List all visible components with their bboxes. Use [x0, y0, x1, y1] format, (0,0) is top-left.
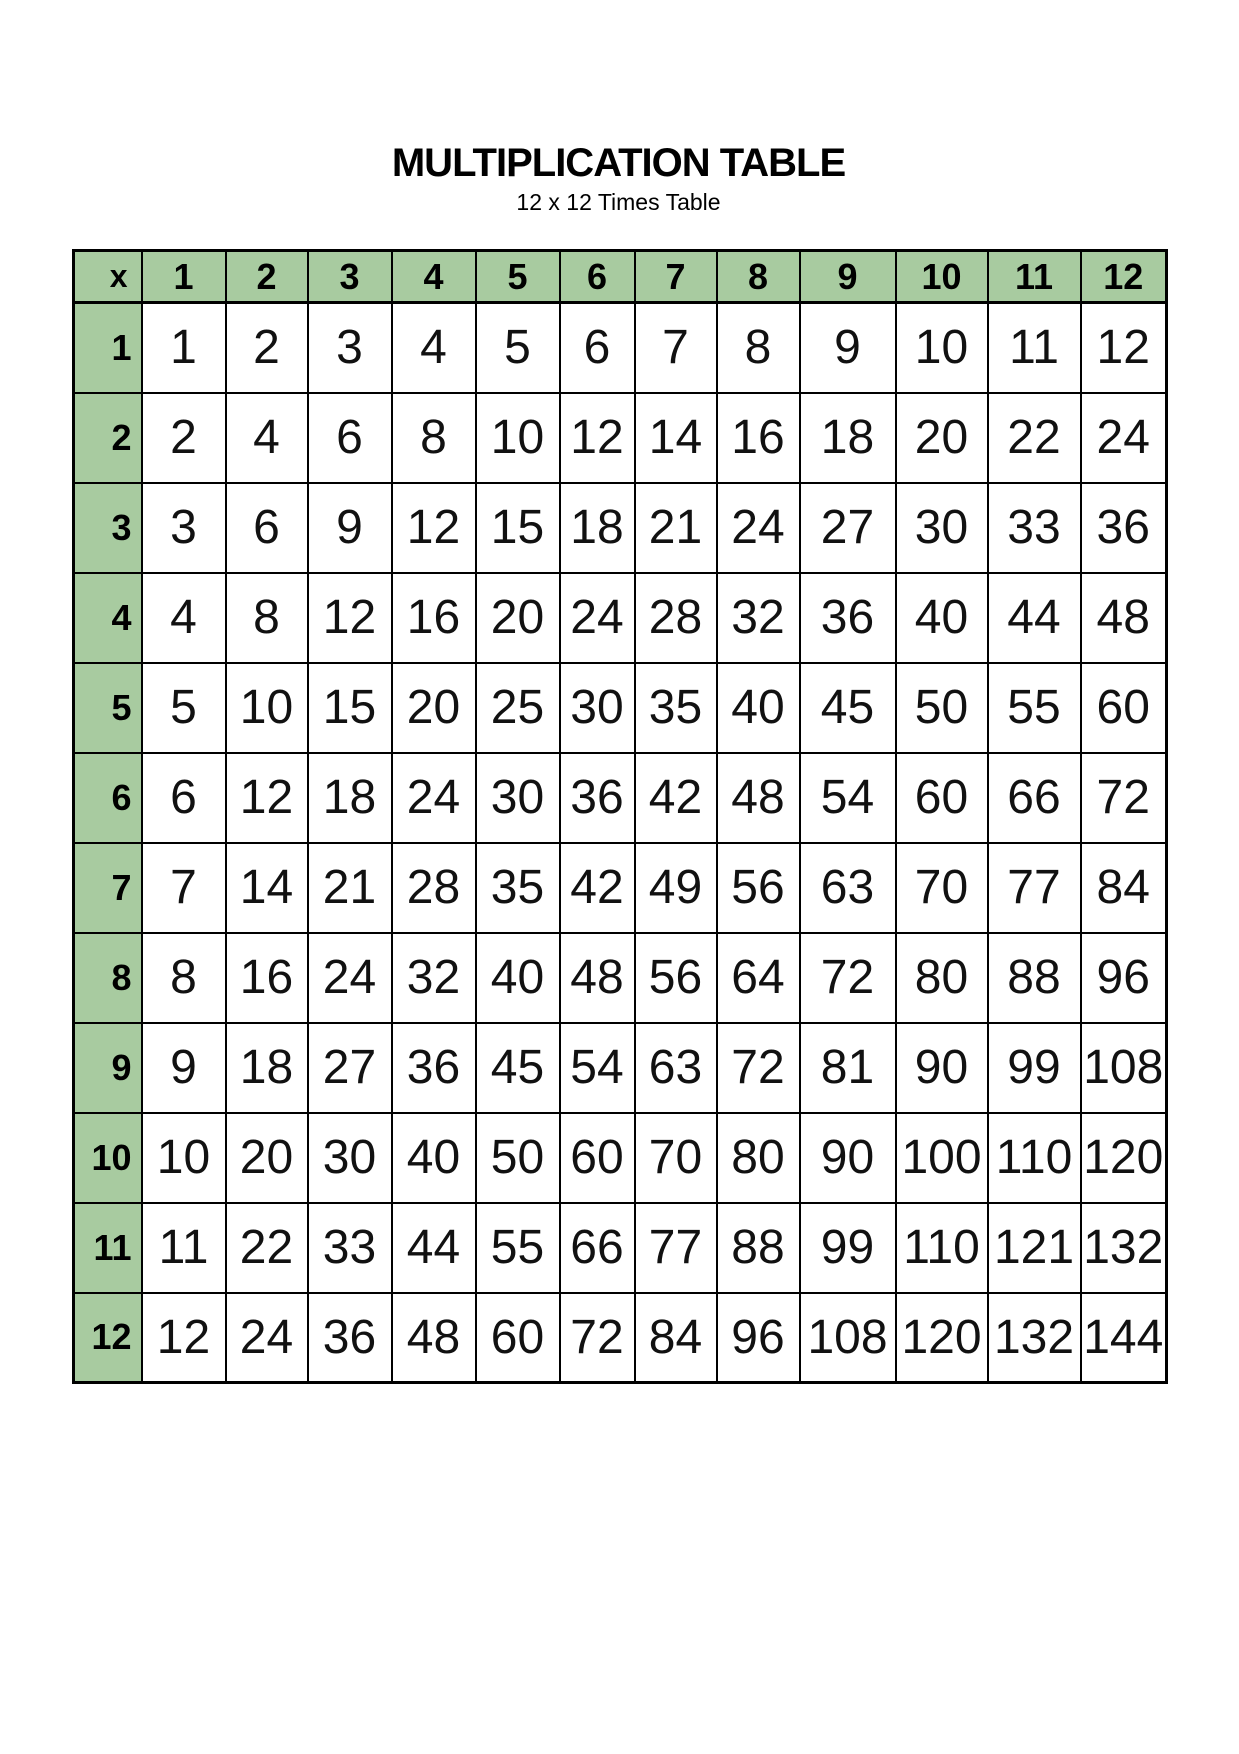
- product-cell: 9: [142, 1023, 226, 1113]
- product-cell: 10: [476, 393, 560, 483]
- product-cell: 44: [392, 1203, 476, 1293]
- product-cell: 6: [142, 753, 226, 843]
- product-cell: 90: [896, 1023, 988, 1113]
- product-cell: 45: [476, 1023, 560, 1113]
- product-cell: 120: [896, 1293, 988, 1383]
- product-cell: 50: [476, 1113, 560, 1203]
- product-cell: 35: [635, 663, 717, 753]
- product-cell: 88: [717, 1203, 800, 1293]
- product-cell: 96: [717, 1293, 800, 1383]
- product-cell: 77: [635, 1203, 717, 1293]
- product-cell: 6: [560, 303, 635, 393]
- row-label: 12: [74, 1293, 142, 1383]
- table-row: [74, 573, 1167, 663]
- product-cell: 22: [988, 393, 1081, 483]
- product-cell: 11: [142, 1203, 226, 1293]
- product-cell: 72: [717, 1023, 800, 1113]
- product-cell: 24: [392, 753, 476, 843]
- row-label: 7: [74, 843, 142, 933]
- table-row: [74, 393, 1167, 483]
- product-cell: 8: [392, 393, 476, 483]
- column-header: 8: [717, 251, 800, 303]
- table-row: [74, 753, 1167, 843]
- product-cell: 1: [142, 303, 226, 393]
- product-cell: 56: [717, 843, 800, 933]
- product-cell: 88: [988, 933, 1081, 1023]
- row-label: 4: [74, 573, 142, 663]
- column-header: 6: [560, 251, 635, 303]
- product-cell: 90: [800, 1113, 896, 1203]
- table-row: [74, 663, 1167, 753]
- product-cell: 63: [635, 1023, 717, 1113]
- product-cell: 132: [1081, 1203, 1167, 1293]
- multiplication-table: [72, 249, 1168, 1384]
- column-header: 3: [308, 251, 392, 303]
- table-row: [74, 1023, 1167, 1113]
- product-cell: 66: [560, 1203, 635, 1293]
- product-cell: 48: [717, 753, 800, 843]
- product-cell: 77: [988, 843, 1081, 933]
- product-cell: 35: [476, 843, 560, 933]
- column-header: 9: [800, 251, 896, 303]
- product-cell: 18: [226, 1023, 308, 1113]
- product-cell: 28: [392, 843, 476, 933]
- product-cell: 110: [988, 1113, 1081, 1203]
- product-cell: 33: [988, 483, 1081, 573]
- product-cell: 64: [717, 933, 800, 1023]
- product-cell: 32: [392, 933, 476, 1023]
- product-cell: 12: [226, 753, 308, 843]
- product-cell: 12: [142, 1293, 226, 1383]
- product-cell: 20: [226, 1113, 308, 1203]
- product-cell: 30: [308, 1113, 392, 1203]
- product-cell: 40: [717, 663, 800, 753]
- product-cell: 32: [717, 573, 800, 663]
- product-cell: 55: [988, 663, 1081, 753]
- product-cell: 121: [988, 1203, 1081, 1293]
- row-label: 2: [74, 393, 142, 483]
- table-row: [74, 1203, 1167, 1293]
- table-row: [74, 483, 1167, 573]
- product-cell: 9: [800, 303, 896, 393]
- product-cell: 81: [800, 1023, 896, 1113]
- product-cell: 6: [308, 393, 392, 483]
- product-cell: 3: [142, 483, 226, 573]
- product-cell: 24: [560, 573, 635, 663]
- product-cell: 20: [392, 663, 476, 753]
- product-cell: 33: [308, 1203, 392, 1293]
- column-header: 4: [392, 251, 476, 303]
- row-label: 10: [74, 1113, 142, 1203]
- product-cell: 40: [476, 933, 560, 1023]
- header-row: [74, 251, 1167, 303]
- product-cell: 36: [560, 753, 635, 843]
- product-cell: 30: [476, 753, 560, 843]
- table-row: [74, 933, 1167, 1023]
- product-cell: 16: [392, 573, 476, 663]
- table-row: [74, 1293, 1167, 1383]
- product-cell: 5: [142, 663, 226, 753]
- product-cell: 80: [896, 933, 988, 1023]
- table-row: [74, 303, 1167, 393]
- product-cell: 24: [308, 933, 392, 1023]
- product-cell: 108: [800, 1293, 896, 1383]
- product-cell: 8: [226, 573, 308, 663]
- product-cell: 18: [560, 483, 635, 573]
- product-cell: 72: [560, 1293, 635, 1383]
- product-cell: 30: [896, 483, 988, 573]
- product-cell: 60: [476, 1293, 560, 1383]
- product-cell: 15: [476, 483, 560, 573]
- product-cell: 36: [392, 1023, 476, 1113]
- product-cell: 60: [560, 1113, 635, 1203]
- product-cell: 7: [635, 303, 717, 393]
- product-cell: 20: [476, 573, 560, 663]
- page-subtitle: 12 x 12 Times Table: [516, 189, 721, 215]
- product-cell: 70: [896, 843, 988, 933]
- product-cell: 144: [1081, 1293, 1167, 1383]
- product-cell: 72: [800, 933, 896, 1023]
- product-cell: 27: [308, 1023, 392, 1113]
- product-cell: 45: [800, 663, 896, 753]
- product-cell: 54: [800, 753, 896, 843]
- product-cell: 42: [560, 843, 635, 933]
- row-label: 9: [74, 1023, 142, 1113]
- product-cell: 66: [988, 753, 1081, 843]
- product-cell: 14: [635, 393, 717, 483]
- product-cell: 55: [476, 1203, 560, 1293]
- product-cell: 16: [717, 393, 800, 483]
- page-title: MULTIPLICATION TABLE: [391, 141, 846, 185]
- product-cell: 108: [1081, 1023, 1167, 1113]
- product-cell: 40: [392, 1113, 476, 1203]
- product-cell: 24: [226, 1293, 308, 1383]
- column-header: 7: [635, 251, 717, 303]
- product-cell: 72: [1081, 753, 1167, 843]
- product-cell: 5: [476, 303, 560, 393]
- product-cell: 18: [800, 393, 896, 483]
- product-cell: 44: [988, 573, 1081, 663]
- column-header: 2: [226, 251, 308, 303]
- table-row: [74, 843, 1167, 933]
- product-cell: 80: [717, 1113, 800, 1203]
- product-cell: 60: [896, 753, 988, 843]
- column-header: 10: [896, 251, 988, 303]
- product-cell: 96: [1081, 933, 1167, 1023]
- product-cell: 99: [988, 1023, 1081, 1113]
- product-cell: 10: [226, 663, 308, 753]
- product-cell: 84: [635, 1293, 717, 1383]
- product-cell: 12: [560, 393, 635, 483]
- product-cell: 120: [1081, 1113, 1167, 1203]
- product-cell: 30: [560, 663, 635, 753]
- product-cell: 16: [226, 933, 308, 1023]
- product-cell: 3: [308, 303, 392, 393]
- product-cell: 15: [308, 663, 392, 753]
- product-cell: 70: [635, 1113, 717, 1203]
- product-cell: 99: [800, 1203, 896, 1293]
- product-cell: 22: [226, 1203, 308, 1293]
- product-cell: 8: [717, 303, 800, 393]
- product-cell: 9: [308, 483, 392, 573]
- product-cell: 20: [896, 393, 988, 483]
- column-header: 11: [988, 251, 1081, 303]
- product-cell: 36: [1081, 483, 1167, 573]
- product-cell: 48: [392, 1293, 476, 1383]
- row-label: 3: [74, 483, 142, 573]
- product-cell: 63: [800, 843, 896, 933]
- row-label: 5: [74, 663, 142, 753]
- product-cell: 36: [308, 1293, 392, 1383]
- product-cell: 12: [1081, 303, 1167, 393]
- product-cell: 2: [142, 393, 226, 483]
- product-cell: 10: [142, 1113, 226, 1203]
- corner-cell: x: [74, 251, 142, 303]
- heading-block: [72, 140, 1165, 216]
- product-cell: 36: [800, 573, 896, 663]
- product-cell: 4: [226, 393, 308, 483]
- column-header: 12: [1081, 251, 1167, 303]
- product-cell: 60: [1081, 663, 1167, 753]
- product-cell: 84: [1081, 843, 1167, 933]
- product-cell: 56: [635, 933, 717, 1023]
- product-cell: 4: [392, 303, 476, 393]
- product-cell: 12: [308, 573, 392, 663]
- product-cell: 21: [308, 843, 392, 933]
- product-cell: 42: [635, 753, 717, 843]
- product-cell: 6: [226, 483, 308, 573]
- product-cell: 8: [142, 933, 226, 1023]
- product-cell: 2: [226, 303, 308, 393]
- product-cell: 110: [896, 1203, 988, 1293]
- product-cell: 132: [988, 1293, 1081, 1383]
- row-label: 1: [74, 303, 142, 393]
- table-row: [74, 1113, 1167, 1203]
- product-cell: 24: [1081, 393, 1167, 483]
- column-header: 1: [142, 251, 226, 303]
- product-cell: 12: [392, 483, 476, 573]
- product-cell: 14: [226, 843, 308, 933]
- product-cell: 54: [560, 1023, 635, 1113]
- product-cell: 49: [635, 843, 717, 933]
- product-cell: 7: [142, 843, 226, 933]
- product-cell: 48: [560, 933, 635, 1023]
- product-cell: 21: [635, 483, 717, 573]
- product-cell: 40: [896, 573, 988, 663]
- product-cell: 28: [635, 573, 717, 663]
- product-cell: 18: [308, 753, 392, 843]
- row-label: 11: [74, 1203, 142, 1293]
- product-cell: 100: [896, 1113, 988, 1203]
- product-cell: 24: [717, 483, 800, 573]
- row-label: 6: [74, 753, 142, 843]
- row-label: 8: [74, 933, 142, 1023]
- column-header: 5: [476, 251, 560, 303]
- product-cell: 50: [896, 663, 988, 753]
- product-cell: 48: [1081, 573, 1167, 663]
- product-cell: 11: [988, 303, 1081, 393]
- product-cell: 27: [800, 483, 896, 573]
- product-cell: 4: [142, 573, 226, 663]
- product-cell: 25: [476, 663, 560, 753]
- table-body: [74, 303, 1167, 1383]
- product-cell: 10: [896, 303, 988, 393]
